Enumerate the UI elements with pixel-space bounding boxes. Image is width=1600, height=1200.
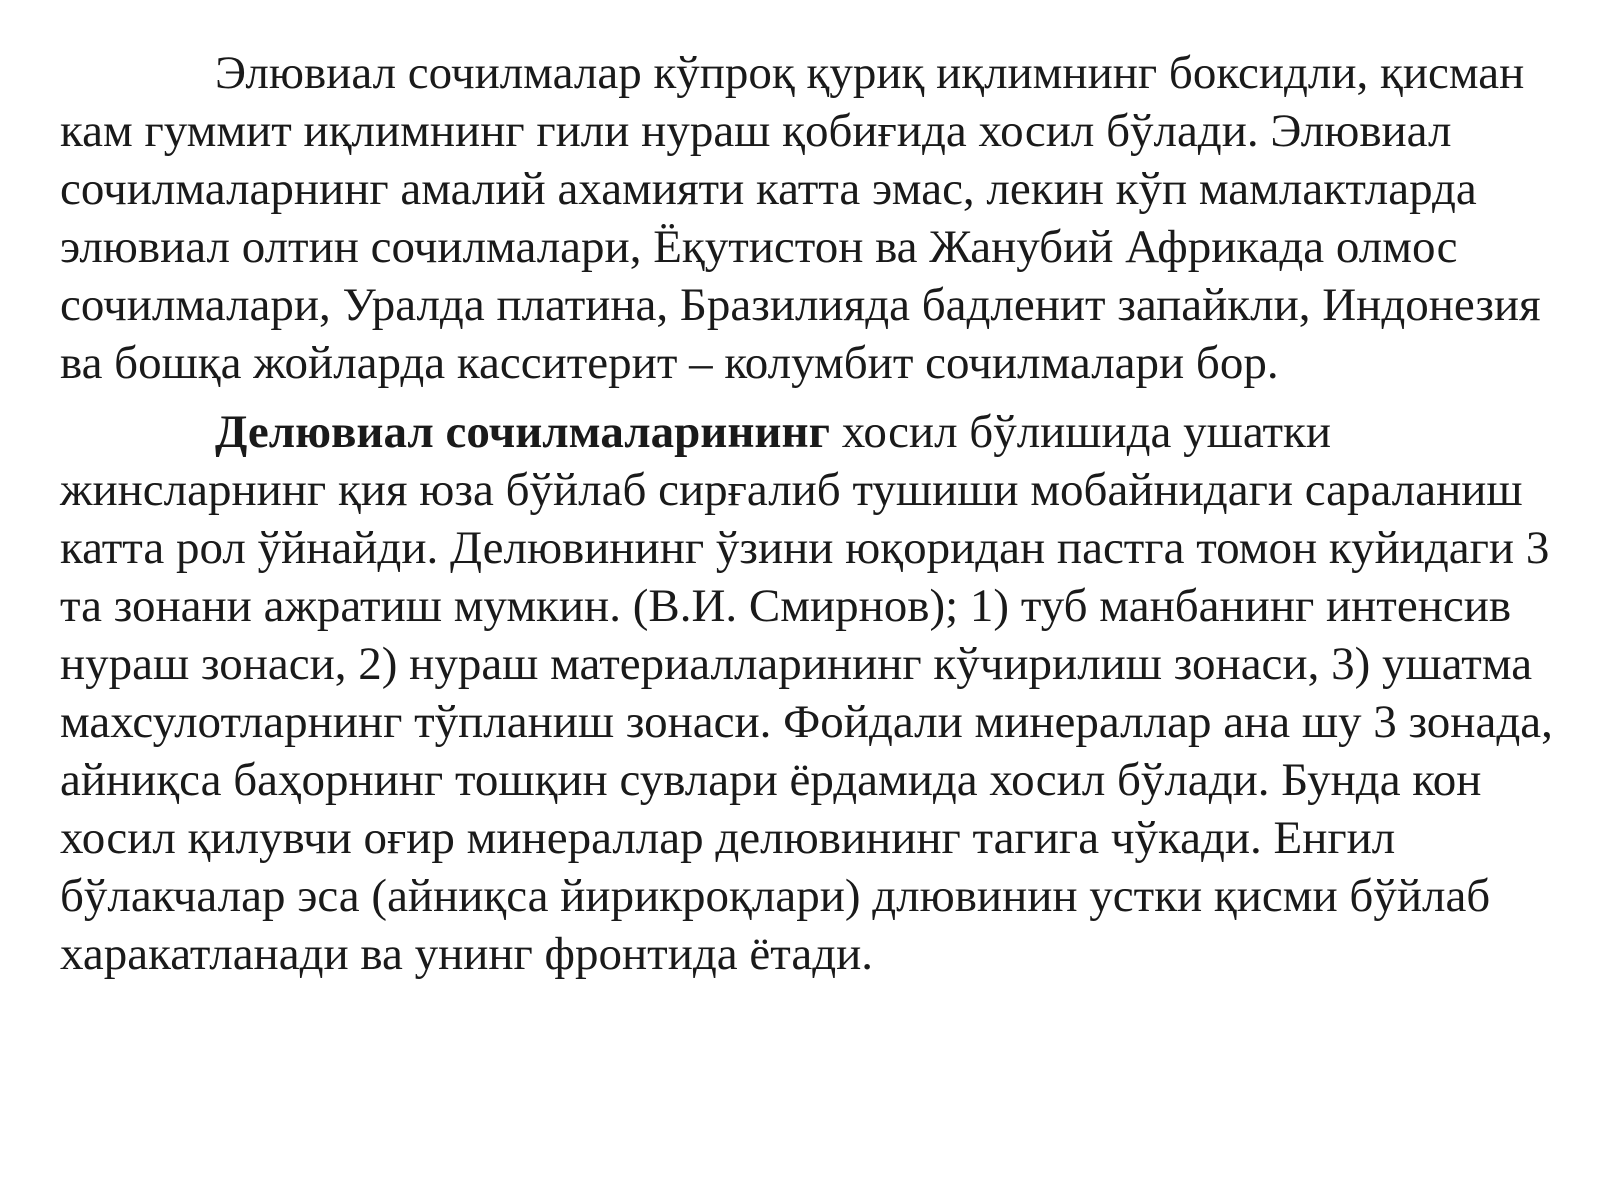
paragraph-eluvial-text: Элювиал сочилмалар кўпроқ қуриқ иқлимнинг боксидли, қисман кам гуммит иқлимнинг гили нураш қобиғида хосил бўлади. Элювиал сочилмаларнинг амалий ахамияти катта эмас, лекин кўп мамлактларда элювиал олтин сочилмалари, Ёқутистон ва Жанубий Африкада олмос сочилмалари, Уралда платина, Бразилияда бадленит запайкли, Индонезия ва бошқа жойларда касситерит – колумбит сочилмалари бор. xyxy=(60,47,1541,389)
paragraph-deluvial-heading: Делювиал сочилмаларининг xyxy=(215,406,830,458)
paragraph-deluvial xyxy=(60,403,1560,983)
paragraph-deluvial-text: хосил бўлишида ушатки жинсларнинг қия юза бўйлаб сирғалиб тушиши мобайнидаги сараланиш катта рол ўйнайди. Делювининг ўзини юқоридан пастга томон куйидаги 3 та зонани ажратиш мумкин. (В.И. Смирнов); 1) туб манбанинг интенсив нураш зонаси, 2) нураш материалларининг кўчирилиш зонаси, 3) ушатма махсулотларнинг тўпланиш зонаси. Фойдали минераллар ана шу 3 зонада, айниқса баҳорнинг тошқин сувлари ёрдамида хосил бўлади. Бунда кон хосил қилувчи оғир минераллар делювининг тагига чўкади. Енгил бўлакчалар эса (айниқса йирикроқлари) длювинин устки қисми бўйлаб харакатланади ва унинг фронтида ётади. xyxy=(60,406,1553,980)
text-body xyxy=(60,44,1560,983)
paragraph-eluvial xyxy=(60,44,1560,392)
